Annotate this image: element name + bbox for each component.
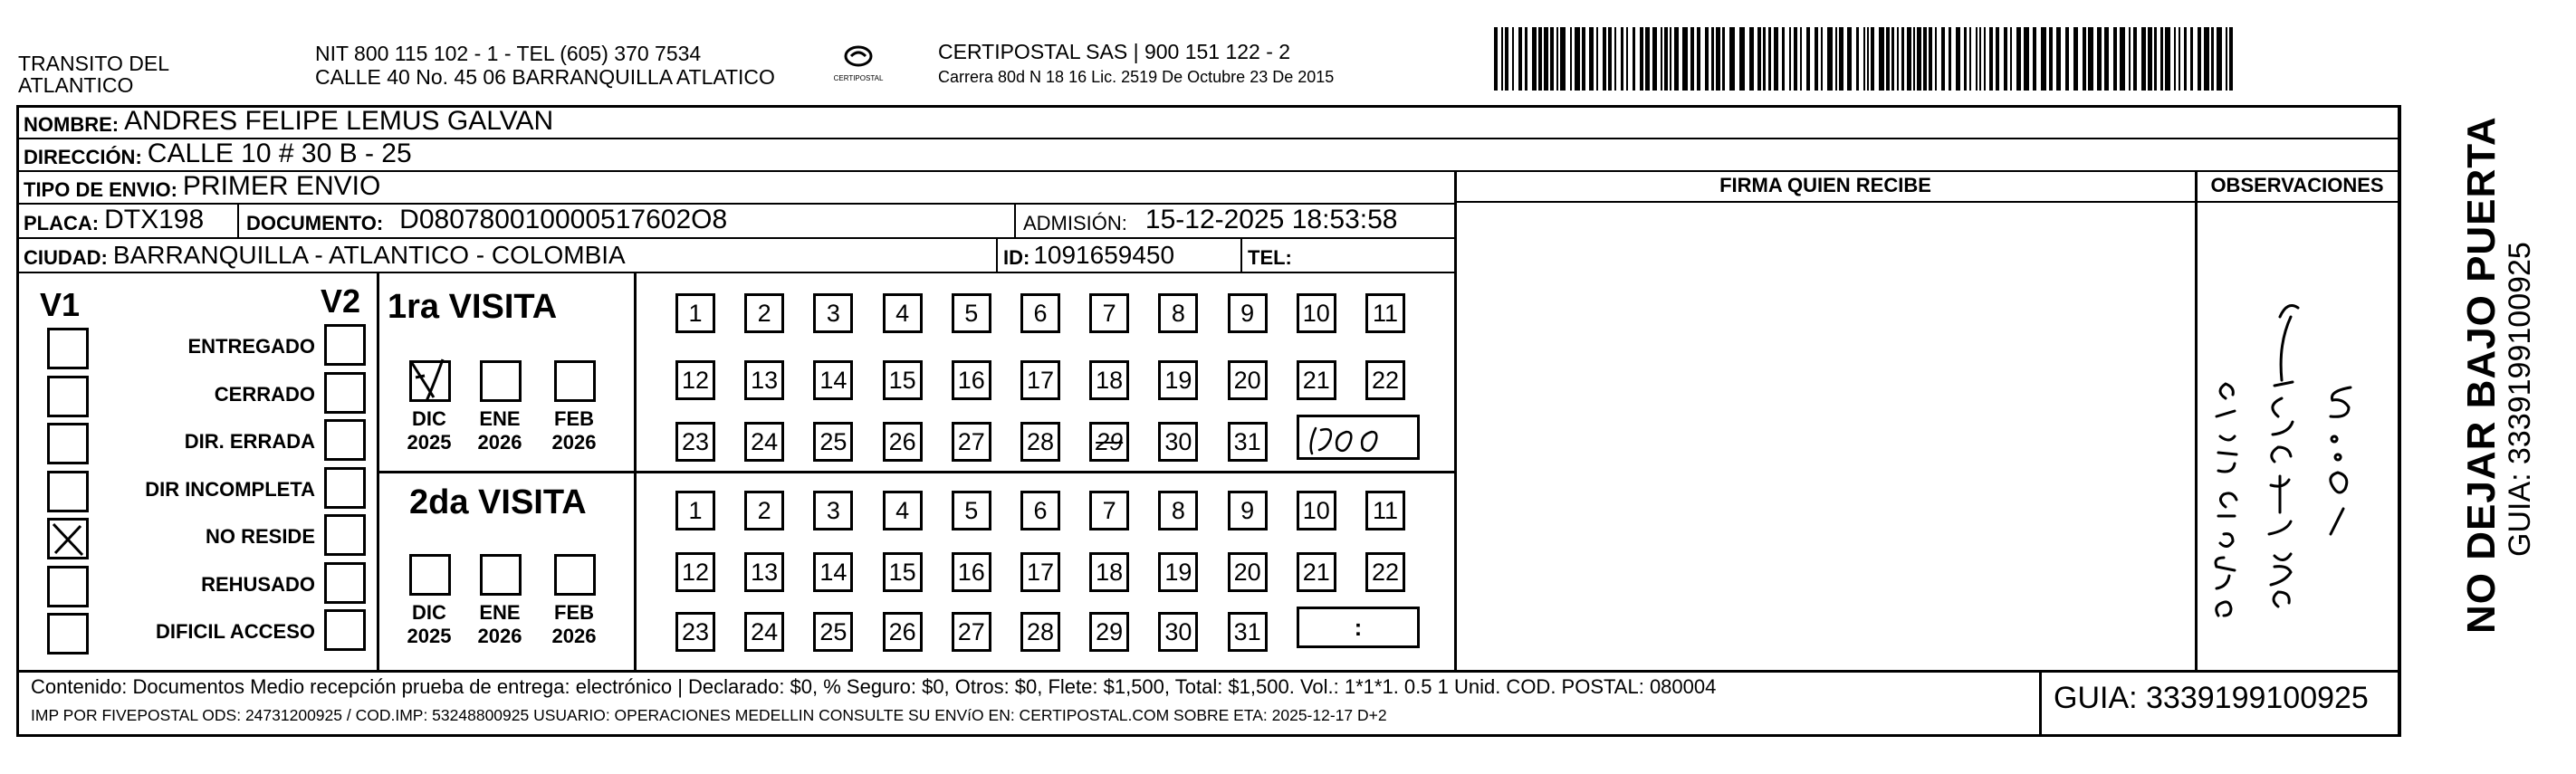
barcode-bar bbox=[1935, 27, 1937, 91]
imp-line: IMP POR FIVEPOSTAL ODS: 24731200925 / COD.IMP: 53248800925 USUARIO: OPERACIONES MEDELLIN CONSULTE SU ENVíO EN: CERTIPOSTAL.COM SOBRE ETA: 2025-12-17 D+2 bbox=[31, 706, 1387, 724]
barcode-bar bbox=[1525, 27, 1527, 91]
day-box[interactable]: 21 bbox=[1297, 360, 1336, 400]
footer-guia: GUIA: 3339199100925 bbox=[2054, 681, 2369, 715]
guia-vertical: GUIA: 3339199100925 bbox=[2503, 242, 2537, 557]
barcode-bar bbox=[2133, 27, 2137, 91]
barcode-bar bbox=[1739, 27, 1745, 91]
divider bbox=[1454, 170, 1457, 670]
logo-text: CERTIPOSTAL bbox=[833, 74, 884, 82]
id-row bbox=[1003, 239, 1174, 270]
barcode-bar bbox=[1757, 27, 1761, 91]
day-box[interactable]: 20 bbox=[1228, 360, 1268, 400]
barcode-bar bbox=[1839, 27, 1843, 91]
barcode-bar bbox=[1996, 27, 1999, 91]
barcode-bar bbox=[2056, 27, 2061, 91]
barcode-bar bbox=[2184, 27, 2187, 91]
day-box[interactable]: 30 bbox=[1158, 612, 1198, 652]
barcode-bar bbox=[1582, 27, 1585, 91]
status-label: REHUSADO bbox=[201, 572, 315, 596]
day-box[interactable]: 26 bbox=[883, 612, 923, 652]
barcode-bar bbox=[1494, 27, 1498, 91]
v1-checkbox[interactable] bbox=[47, 471, 89, 512]
barcode-bar bbox=[1929, 27, 1932, 91]
v1-header: V1 bbox=[40, 286, 81, 323]
v2-checkbox[interactable] bbox=[324, 324, 366, 366]
day-box[interactable]: 11 bbox=[1365, 491, 1405, 530]
barcode-bar bbox=[2088, 27, 2093, 91]
barcode-bar bbox=[1806, 27, 1810, 91]
observaciones-header: OBSERVACIONES bbox=[2210, 174, 2384, 196]
day-box[interactable]: 2 bbox=[744, 491, 784, 530]
first-visit-title: 1ra VISITA bbox=[388, 288, 558, 326]
day-box[interactable]: 7 bbox=[1089, 293, 1129, 333]
day-box[interactable]: 16 bbox=[952, 360, 991, 400]
barcode-bar bbox=[2160, 27, 2163, 91]
barcode-bar bbox=[2154, 27, 2157, 91]
day-box[interactable]: 13 bbox=[744, 552, 784, 592]
barcode-bar bbox=[1596, 27, 1598, 91]
barcode-bar bbox=[2065, 27, 2069, 91]
month-label: DIC 2025 bbox=[407, 407, 452, 454]
barcode-bar bbox=[2198, 27, 2201, 91]
divider bbox=[996, 237, 998, 272]
barcode-bar bbox=[1560, 27, 1566, 91]
day-box[interactable]: 2 bbox=[744, 293, 784, 333]
barcode-bar bbox=[1633, 27, 1635, 91]
documento-row bbox=[246, 205, 727, 235]
month-label: DIC 2025 bbox=[407, 601, 452, 647]
day-box[interactable]: 25 bbox=[813, 422, 853, 462]
tel-label: TEL: bbox=[1248, 246, 1292, 269]
barcode-bar bbox=[1544, 27, 1548, 91]
barcode-bar bbox=[1550, 27, 1554, 91]
barcode-bar bbox=[1879, 27, 1884, 91]
barcode-bar bbox=[2211, 27, 2214, 91]
barcode-bar bbox=[1652, 27, 1657, 91]
divider bbox=[2195, 170, 2198, 670]
day-box[interactable]: 18 bbox=[1089, 552, 1129, 592]
admision-row bbox=[1023, 205, 1397, 235]
second-time-box: : bbox=[1297, 607, 1420, 648]
day-box[interactable]: 23 bbox=[675, 422, 715, 462]
day-box[interactable]: 8 bbox=[1158, 491, 1198, 530]
barcode-bar bbox=[2041, 27, 2046, 91]
barcode-bar bbox=[1782, 27, 1785, 91]
barcode-bar bbox=[1749, 27, 1754, 91]
ciudad-value: BARRANQUILLA - ATLANTICO - COLOMBIA bbox=[112, 241, 626, 269]
v2-checkbox[interactable] bbox=[324, 419, 366, 461]
day-box[interactable]: 31 bbox=[1228, 612, 1268, 652]
barcode-bar bbox=[2073, 27, 2078, 91]
barcode-bar bbox=[1556, 27, 1558, 91]
tel-row bbox=[1248, 239, 1292, 270]
barcode-bar bbox=[2129, 27, 2131, 91]
day-box[interactable]: 27 bbox=[952, 422, 991, 462]
day-box[interactable]: 14 bbox=[813, 360, 853, 400]
license-line: Carrera 80d N 18 16 Lic. 2519 De Octubre 23 De 2015 bbox=[938, 68, 1335, 86]
handwritten-time-box bbox=[1297, 415, 1420, 460]
day-box[interactable]: 9 bbox=[1228, 491, 1268, 530]
day-box[interactable]: 25 bbox=[813, 612, 853, 652]
day-box[interactable]: 10 bbox=[1297, 293, 1336, 333]
month-label: ENE 2026 bbox=[477, 601, 522, 647]
barcode-bar bbox=[1891, 27, 1894, 91]
barcode-bar bbox=[1821, 27, 1823, 91]
barcode-bar bbox=[1794, 27, 1797, 91]
barcode-bar bbox=[2097, 27, 2102, 91]
barcode-bar bbox=[1716, 27, 1720, 91]
admision-label: ADMISIÓN: bbox=[1023, 212, 1127, 234]
day-box[interactable]: 10 bbox=[1297, 491, 1336, 530]
v1-checkbox[interactable] bbox=[47, 376, 89, 417]
placa-label: PLACA: bbox=[24, 212, 100, 234]
day-box[interactable]: 7 bbox=[1089, 491, 1129, 530]
barcode-bar bbox=[1670, 27, 1671, 91]
barcode-bar bbox=[2104, 27, 2109, 91]
status-label: DIFICIL ACCESO bbox=[155, 620, 315, 643]
divider bbox=[2398, 105, 2400, 737]
status-label: DIR. ERRADA bbox=[184, 430, 315, 453]
day-box[interactable]: 11 bbox=[1365, 293, 1405, 333]
barcode-bar bbox=[1907, 27, 1911, 91]
barcode-bar bbox=[1871, 27, 1874, 91]
ciudad-row bbox=[24, 239, 626, 270]
contenido-line: Contenido: Documentos Medio recepción prueba de entrega: electrónico | Declarado: $0, % Seguro: $0, Otros: $0, Flete: $1,500, Total: $1,500. Vol.: 1*1*1. 0.5 1 Unid. COD. POSTAL: 080004 bbox=[31, 675, 1717, 698]
day-box[interactable]: 23 bbox=[675, 612, 715, 652]
month-checkbox[interactable] bbox=[480, 554, 522, 596]
barcode-bar bbox=[2179, 27, 2180, 91]
barcode-bar bbox=[2229, 27, 2233, 91]
barcode-bar bbox=[1969, 27, 1971, 91]
status-label: NO RESIDE bbox=[205, 525, 315, 548]
barcode-bar bbox=[1917, 27, 1921, 91]
v2-checkbox[interactable] bbox=[324, 609, 366, 651]
address-line: CALLE 40 No. 45 06 BARRANQUILLA ATLATICO bbox=[315, 65, 775, 89]
barcode-bar bbox=[1989, 27, 1993, 91]
tipo-row bbox=[24, 171, 380, 202]
v1-checkbox[interactable] bbox=[47, 423, 89, 464]
v2-checkbox[interactable] bbox=[324, 562, 366, 604]
barcode-bar bbox=[1827, 27, 1833, 91]
second-visit-title: 2da VISITA bbox=[409, 483, 587, 521]
barcode-bar bbox=[1815, 27, 1818, 91]
barcode-bar bbox=[2113, 27, 2117, 91]
v2-checkbox[interactable] bbox=[324, 514, 366, 556]
month-checkbox[interactable] bbox=[554, 360, 596, 402]
day-box[interactable]: 5 bbox=[952, 293, 991, 333]
barcode-bar bbox=[1964, 27, 1967, 91]
barcode-bar bbox=[1664, 27, 1668, 91]
barcode-bar bbox=[1835, 27, 1837, 91]
divider bbox=[16, 272, 1456, 273]
barcode-bar bbox=[1697, 27, 1700, 91]
barcode-bar bbox=[1774, 27, 1778, 91]
barcode-bar bbox=[1800, 27, 1802, 91]
nombre-value: ANDRES FELIPE LEMUS GALVAN bbox=[124, 106, 554, 136]
day-box[interactable]: 22 bbox=[1365, 360, 1405, 400]
day-box[interactable]: 15 bbox=[883, 552, 923, 592]
direccion-row bbox=[24, 139, 412, 169]
barcode-bar bbox=[1626, 27, 1628, 91]
ciudad-label: CIUDAD: bbox=[24, 246, 108, 269]
month-label: FEB 2026 bbox=[551, 407, 597, 454]
barcode-bar bbox=[1886, 27, 1890, 91]
month-label: ENE 2026 bbox=[477, 407, 522, 454]
day-box[interactable]: 14 bbox=[813, 552, 853, 592]
status-label: CERRADO bbox=[214, 382, 315, 406]
divider bbox=[237, 203, 239, 237]
nombre-label: NOMBRE: bbox=[24, 113, 120, 136]
v1-checkbox[interactable] bbox=[47, 518, 89, 559]
divider bbox=[2039, 670, 2042, 737]
day-box[interactable]: 19 bbox=[1158, 552, 1198, 592]
day-box[interactable]: 20 bbox=[1228, 552, 1268, 592]
direccion-value: CALLE 10 # 30 B - 25 bbox=[147, 139, 412, 168]
barcode-bar bbox=[1640, 27, 1643, 91]
barcode-bar bbox=[1501, 27, 1503, 91]
barcode-bar bbox=[1901, 27, 1904, 91]
day-box[interactable]: 18 bbox=[1089, 360, 1129, 400]
day-box[interactable]: 1 bbox=[675, 491, 715, 530]
barcode-bar bbox=[1621, 27, 1623, 91]
barcode-bar bbox=[2004, 27, 2007, 91]
barcode-bar bbox=[1789, 27, 1791, 91]
barcode-bar bbox=[1518, 27, 1522, 91]
certipostal-logo bbox=[831, 40, 886, 94]
barcode-bar bbox=[2083, 27, 2086, 91]
barcode-bar bbox=[2217, 27, 2222, 91]
barcode-bar bbox=[1575, 27, 1580, 91]
barcode-bar bbox=[1949, 27, 1951, 91]
day-box[interactable]: 24 bbox=[744, 422, 784, 462]
barcode-bar bbox=[2016, 27, 2021, 91]
divider bbox=[1454, 201, 2401, 203]
day-box[interactable]: 17 bbox=[1020, 360, 1060, 400]
checkmark-icon bbox=[408, 358, 450, 405]
day-box[interactable]: 12 bbox=[675, 552, 715, 592]
month-label: FEB 2026 bbox=[551, 601, 597, 647]
day-box[interactable]: 16 bbox=[952, 552, 991, 592]
status-label: ENTREGADO bbox=[187, 335, 315, 358]
barcode-bar bbox=[1923, 27, 1927, 91]
barcode-bar bbox=[2190, 27, 2193, 91]
barcode-bar bbox=[2165, 27, 2170, 91]
barcode bbox=[1494, 27, 2236, 91]
day-box[interactable]: 6 bbox=[1020, 293, 1060, 333]
barcode-bar bbox=[1763, 27, 1766, 91]
divider bbox=[1240, 237, 1242, 272]
barcode-bar bbox=[1984, 27, 1986, 91]
barcode-bar bbox=[1913, 27, 1915, 91]
day-box[interactable]: 21 bbox=[1297, 552, 1336, 592]
barcode-bar bbox=[2204, 27, 2209, 91]
day-box[interactable]: 3 bbox=[813, 491, 853, 530]
barcode-bar bbox=[1897, 27, 1899, 91]
barcode-bar bbox=[1645, 27, 1650, 91]
day-box[interactable]: 13 bbox=[744, 360, 784, 400]
handwritten-time bbox=[1299, 417, 1417, 459]
day-box[interactable]: 12 bbox=[675, 360, 715, 400]
day-box[interactable]: 9 bbox=[1228, 293, 1268, 333]
day-box[interactable]: 29 bbox=[1089, 612, 1129, 652]
day-box[interactable]: 3 bbox=[813, 293, 853, 333]
barcode-bar bbox=[2024, 27, 2029, 91]
admision-value: 15-12-2025 18:53:58 bbox=[1144, 205, 1398, 234]
barcode-bar bbox=[1505, 27, 1508, 91]
observations-handwriting bbox=[2198, 226, 2396, 652]
month-checkbox[interactable] bbox=[409, 554, 451, 596]
barcode-bar bbox=[1570, 27, 1572, 91]
barcode-bar bbox=[2226, 27, 2227, 91]
barcode-bar bbox=[2010, 27, 2012, 91]
barcode-bar bbox=[1863, 27, 1865, 91]
barcode-bar bbox=[2033, 27, 2036, 91]
day-box[interactable]: 1 bbox=[675, 293, 715, 333]
no-dejar-bajo-puerta: NO DEJAR BAJO PUERTA bbox=[2459, 116, 2504, 634]
placa-row bbox=[24, 205, 204, 235]
barcode-bar bbox=[1979, 27, 1981, 91]
tipo-value: PRIMER ENVIO bbox=[182, 171, 381, 201]
barcode-bar bbox=[2120, 27, 2125, 91]
tipo-label: TIPO DE ENVIO: bbox=[24, 178, 177, 201]
barcode-bar bbox=[1729, 27, 1735, 91]
barcode-bar bbox=[1674, 27, 1679, 91]
divider bbox=[16, 670, 2401, 673]
barcode-bar bbox=[1976, 27, 1977, 91]
day-box[interactable]: 28 bbox=[1020, 612, 1060, 652]
barcode-bar bbox=[2148, 27, 2152, 91]
barcode-bar bbox=[1711, 27, 1714, 91]
v1-checkbox[interactable] bbox=[47, 328, 89, 369]
firma-header: FIRMA QUIEN RECIBE bbox=[1719, 174, 1931, 196]
nombre-row bbox=[24, 106, 553, 137]
day-box[interactable]: 5 bbox=[952, 491, 991, 530]
id-value: 1091659450 bbox=[1033, 241, 1175, 269]
day-box[interactable]: 19 bbox=[1158, 360, 1198, 400]
day-box[interactable]: 8 bbox=[1158, 293, 1198, 333]
day-box[interactable]: 30 bbox=[1158, 422, 1198, 462]
v2-checkbox[interactable] bbox=[324, 467, 366, 509]
barcode-bar bbox=[1532, 27, 1537, 91]
status-label: DIR INCOMPLETA bbox=[145, 477, 315, 501]
sender-name: TRANSITO DEL ATLANTICO bbox=[18, 52, 169, 97]
month-checkbox[interactable] bbox=[480, 360, 522, 402]
v2-checkbox[interactable] bbox=[324, 372, 366, 414]
barcode-bar bbox=[1608, 27, 1612, 91]
divider bbox=[1014, 203, 1016, 237]
checkmark-icon bbox=[50, 521, 86, 557]
barcode-bar bbox=[1941, 27, 1945, 91]
day-box[interactable]: 31 bbox=[1228, 422, 1268, 462]
nit-line: NIT 800 115 102 - 1 - TEL (605) 370 7534 bbox=[315, 42, 702, 65]
documento-value: D080780010000517602O8 bbox=[399, 205, 728, 234]
barcode-bar bbox=[1589, 27, 1594, 91]
day-box[interactable]: 27 bbox=[952, 612, 991, 652]
v1-checkbox[interactable] bbox=[47, 613, 89, 655]
barcode-bar bbox=[1768, 27, 1771, 91]
direccion-label: DIRECCIÓN: bbox=[24, 146, 142, 168]
day-box[interactable]: 15 bbox=[883, 360, 923, 400]
v2-header: V2 bbox=[321, 282, 361, 320]
barcode-bar bbox=[1856, 27, 1859, 91]
id-label: ID: bbox=[1003, 246, 1030, 269]
day-box[interactable]: 24 bbox=[744, 612, 784, 652]
documento-label: DOCUMENTO: bbox=[246, 212, 384, 234]
barcode-bar bbox=[2174, 27, 2176, 91]
placa-value: DTX198 bbox=[104, 205, 205, 234]
day-box[interactable]: 6 bbox=[1020, 491, 1060, 530]
barcode-bar bbox=[2049, 27, 2053, 91]
barcode-bar bbox=[1614, 27, 1616, 91]
day-box[interactable]: 4 bbox=[883, 293, 923, 333]
day-box[interactable]: 26 bbox=[883, 422, 923, 462]
day-box[interactable]: 4 bbox=[883, 491, 923, 530]
barcode-bar bbox=[1956, 27, 1960, 91]
day-box[interactable]: 22 bbox=[1365, 552, 1405, 592]
barcode-bar bbox=[1722, 27, 1725, 91]
courier-line: CERTIPOSTAL SAS | 900 151 122 - 2 bbox=[938, 40, 1291, 63]
divider bbox=[377, 471, 1456, 473]
month-checkbox[interactable] bbox=[409, 360, 451, 402]
barcode-bar bbox=[1512, 27, 1514, 91]
barcode-bar bbox=[1867, 27, 1869, 91]
barcode-bar bbox=[1690, 27, 1694, 91]
barcode-bar bbox=[1682, 27, 1688, 91]
v1-checkbox[interactable] bbox=[47, 566, 89, 607]
barcode-bar bbox=[1847, 27, 1852, 91]
day-box[interactable]: 17 bbox=[1020, 552, 1060, 592]
barcode-bar bbox=[1603, 27, 1606, 91]
barcode-bar bbox=[1538, 27, 1542, 91]
day-box[interactable]: 28 bbox=[1020, 422, 1060, 462]
month-checkbox[interactable] bbox=[554, 554, 596, 596]
day-box[interactable]: 29 bbox=[1089, 422, 1129, 462]
barcode-bar bbox=[2141, 27, 2146, 91]
barcode-bar bbox=[1705, 27, 1709, 91]
barcode-bar bbox=[1661, 27, 1662, 91]
